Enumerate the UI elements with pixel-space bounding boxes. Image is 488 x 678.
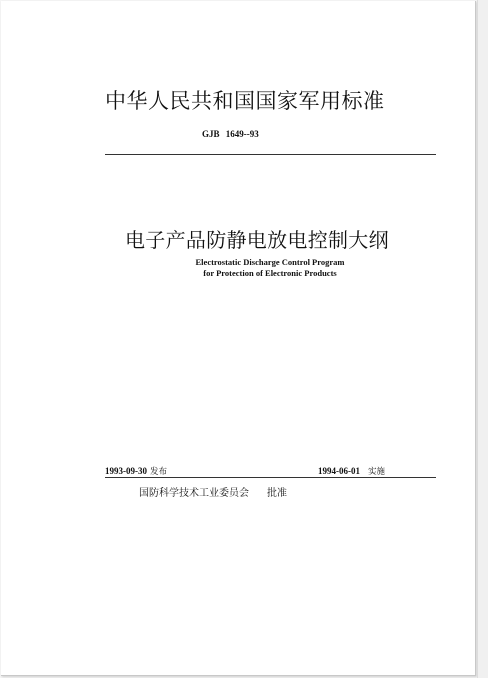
- scrollbar[interactable]: [477, 0, 488, 678]
- implement-label: 实施: [368, 467, 386, 477]
- issue-label: 发布: [150, 467, 168, 477]
- standard-code: GJB 1649--93: [202, 129, 259, 139]
- document-title-en-line1: Electrostatic Discharge Control Program: [195, 257, 345, 267]
- document-title-en-line2: for Protection of Electronic Products: [203, 268, 337, 278]
- implement-date: 1994-06-01: [318, 466, 360, 476]
- approver-line: [139, 484, 287, 499]
- document-page: [1, 1, 476, 676]
- bottom-divider: [105, 477, 436, 478]
- implement-date-line: [318, 465, 385, 477]
- approve-label: 批准: [267, 488, 287, 499]
- approver-name: 国防科学技术工业委员会: [139, 488, 249, 499]
- issue-date: 1993-09-30: [105, 466, 147, 476]
- document-title-cn: 电子产品防静电放电控制大纲: [125, 228, 389, 252]
- gov-title: 中华人民共和国国家军用标准: [105, 89, 385, 113]
- issue-date-line: [105, 465, 167, 477]
- top-divider: [105, 154, 436, 155]
